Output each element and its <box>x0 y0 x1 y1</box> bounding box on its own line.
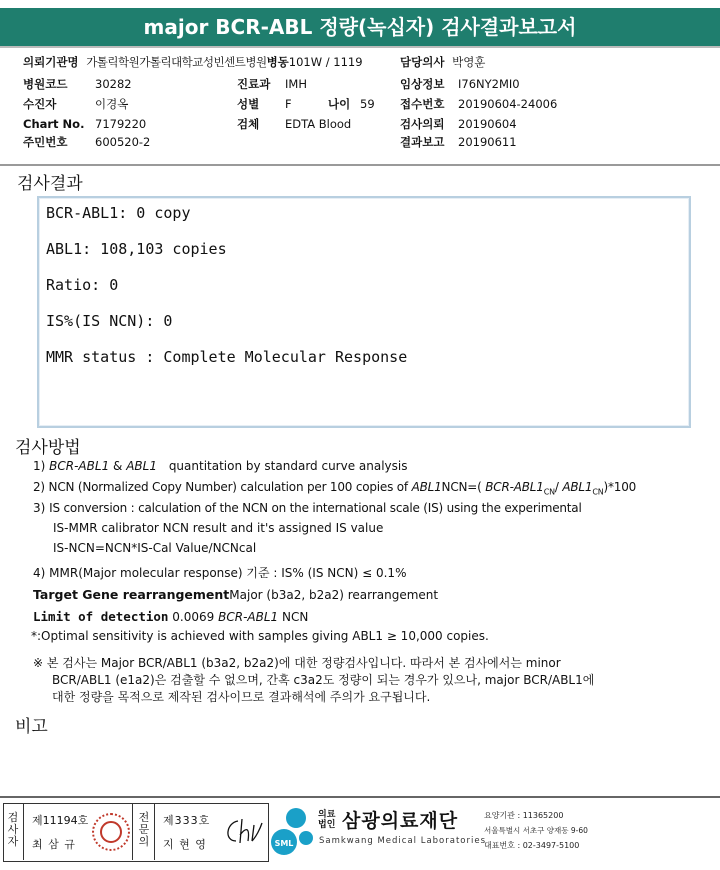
age-value: 59 <box>360 97 375 111</box>
clinical-label: 임상정보 <box>400 77 445 91</box>
patient-value: 이경옥 <box>95 97 129 111</box>
method-num: 3) <box>33 501 46 515</box>
specimen-value: EDTA Blood <box>285 117 352 131</box>
note-line: 대한 정량을 목적으로 제작된 검사이므로 결과해석에 주의가 요구됩니다. <box>52 690 431 704</box>
slash: / <box>554 480 559 494</box>
gene-abl1: ABL1 <box>126 459 157 473</box>
sensitivity-note: *:Optimal sensitivity is achieved with samples giving ABL1 ≥ 10,000 copies. <box>31 629 489 643</box>
specialist-signature-icon <box>222 815 264 847</box>
sign-divider <box>23 804 24 860</box>
method-item-3 <box>33 501 582 515</box>
method-item-1 <box>33 459 408 473</box>
institution-row <box>23 55 363 70</box>
examiner-license: 제11194호 <box>32 814 89 827</box>
org-kind-1: 의료 <box>318 810 336 820</box>
sex-label: 성별 <box>237 97 260 111</box>
ward-label: 병동 <box>266 55 289 69</box>
result-line: Ratio: 0 <box>46 276 119 294</box>
method-heading: 검사방법 <box>15 438 81 458</box>
target-gene-value: Major (b3a2, b2a2) rearrangement <box>229 588 439 602</box>
result-line: ABL1: 108,103 copies <box>46 240 227 258</box>
cn-subscript: CN <box>592 487 604 497</box>
id-value: 600520-2 <box>95 135 151 149</box>
ncn-close: )*100 <box>603 480 637 494</box>
org-kind <box>318 810 335 830</box>
requested-value: 20190604 <box>458 117 517 131</box>
specimen-label: 검체 <box>237 117 260 131</box>
dept-label: 진료과 <box>237 77 271 91</box>
doctor-value: 박영훈 <box>452 55 486 69</box>
footer-divider <box>0 796 720 798</box>
note-line: ※ 본 검사는 Major BCR/ABL1 (b3a2, b2a2)에 대한 정량검사입니다. 따라서 본 검사에서는 minor <box>33 656 561 670</box>
ampersand: & <box>113 459 123 473</box>
hospital-code-label: 병원코드 <box>23 77 68 91</box>
method-item-3-line3: IS-NCN=NCN*IS-Cal Value/NCNcal <box>53 541 257 555</box>
method-text: quantitation by standard curve analysis <box>168 459 408 473</box>
results-heading: 검사결과 <box>17 174 83 194</box>
method-num: 1) <box>33 459 46 473</box>
logo-badge-text: SML <box>274 839 294 848</box>
receipt-label: 접수번호 <box>400 97 445 111</box>
title-divider <box>0 46 720 48</box>
gene-abl1: ABL1 <box>411 480 442 494</box>
ward-value: 101W / 1119 <box>288 55 363 69</box>
org-phone: 대표번호 : 02-3497-5100 <box>484 841 580 850</box>
agency-number: 요양기관 : 11365200 <box>484 811 564 820</box>
hospital-code-value: 30282 <box>95 77 132 91</box>
patient-label: 수진자 <box>23 97 57 111</box>
method-text: NCN (Normalized Copy Number) calculation per 100 copies of <box>48 480 408 494</box>
method-text: IS conversion : calculation of the NCN on the international scale (IS) using the experimental <box>49 501 582 515</box>
receipt-value: 20190604-24006 <box>458 97 558 111</box>
sex-value: F <box>285 97 292 111</box>
lod-label: Limit of detection <box>33 609 169 624</box>
method-num: 2) <box>33 480 45 494</box>
method-item-2 <box>33 480 636 496</box>
dept-value: IMH <box>285 77 307 91</box>
remarks-heading: 비고 <box>15 717 48 737</box>
cn-subscript: CN <box>543 487 555 497</box>
examiner-seal <box>92 813 130 851</box>
id-label: 주민번호 <box>23 135 68 149</box>
lod-unit: NCN <box>282 610 309 624</box>
report-title: major BCR-ABL 정량(녹십자) 검사결과보고서 <box>0 8 720 46</box>
org-name: 삼광의료재단 <box>342 810 459 832</box>
specialist-name: 지 현 영 <box>163 838 207 851</box>
reported-value: 20190611 <box>458 135 517 149</box>
specialist-vertical-label: 전문의 <box>138 811 150 848</box>
examiner-name: 최 삼 규 <box>32 838 76 851</box>
method-text: MMR(Major molecular response) 기준 : IS% (IS NCN) ≤ 0.1% <box>49 566 407 580</box>
result-line: BCR-ABL1: 0 copy <box>46 204 191 222</box>
age-label: 나이 <box>328 97 351 111</box>
ncn-open: NCN=( <box>441 480 482 494</box>
institution-value: 가톨릭학원가톨릭대학교성빈센트병원 <box>86 55 267 69</box>
examiner-vertical-label: 검사자 <box>7 811 19 848</box>
gene-bcr-abl1: BCR-ABL1 <box>49 459 110 473</box>
chart-value: 7179220 <box>95 117 147 131</box>
reported-label: 결과보고 <box>400 135 445 149</box>
result-line: MMR status : Complete Molecular Response <box>46 348 408 366</box>
method-num: 4) <box>33 566 46 580</box>
requested-label: 검사의뢰 <box>400 117 445 131</box>
org-name-en: Samkwang Medical Laboratories <box>319 836 487 846</box>
header-divider <box>0 164 720 166</box>
gene-bcr-abl1: BCR-ABL1 <box>218 610 279 624</box>
note-line: BCR/ABL1 (e1a2)은 검출할 수 없으며, 간혹 c3a2도 정량이 되는 경우가 있으나, major BCR/ABL1에 <box>52 673 595 687</box>
sign-divider <box>132 804 133 860</box>
target-gene-row <box>33 587 438 602</box>
gene-bcr-abl1: BCR-ABL1 <box>485 480 544 494</box>
gene-abl1: ABL1 <box>562 480 593 494</box>
sml-logo-icon <box>270 804 316 860</box>
chart-label: Chart No. <box>23 117 85 131</box>
method-item-4 <box>33 564 406 581</box>
sign-divider <box>154 804 155 860</box>
target-gene-label: Target Gene rearrangement <box>33 587 230 602</box>
lod-row <box>33 609 308 624</box>
lod-value: 0.0069 <box>172 610 215 624</box>
clinical-value: I76NY2MI0 <box>458 77 520 91</box>
result-line: IS%(IS NCN): 0 <box>46 312 173 330</box>
org-kind-2: 법인 <box>318 820 336 830</box>
org-address: 서울특별시 서초구 양재동 9-60 <box>484 826 588 835</box>
doctor-label: 담당의사 <box>400 55 445 69</box>
method-item-3-line2: IS-MMR calibrator NCN result and it's assigned IS value <box>53 521 384 535</box>
specialist-license: 제333호 <box>163 814 211 827</box>
institution-label: 의뢰기관명 <box>23 55 79 69</box>
